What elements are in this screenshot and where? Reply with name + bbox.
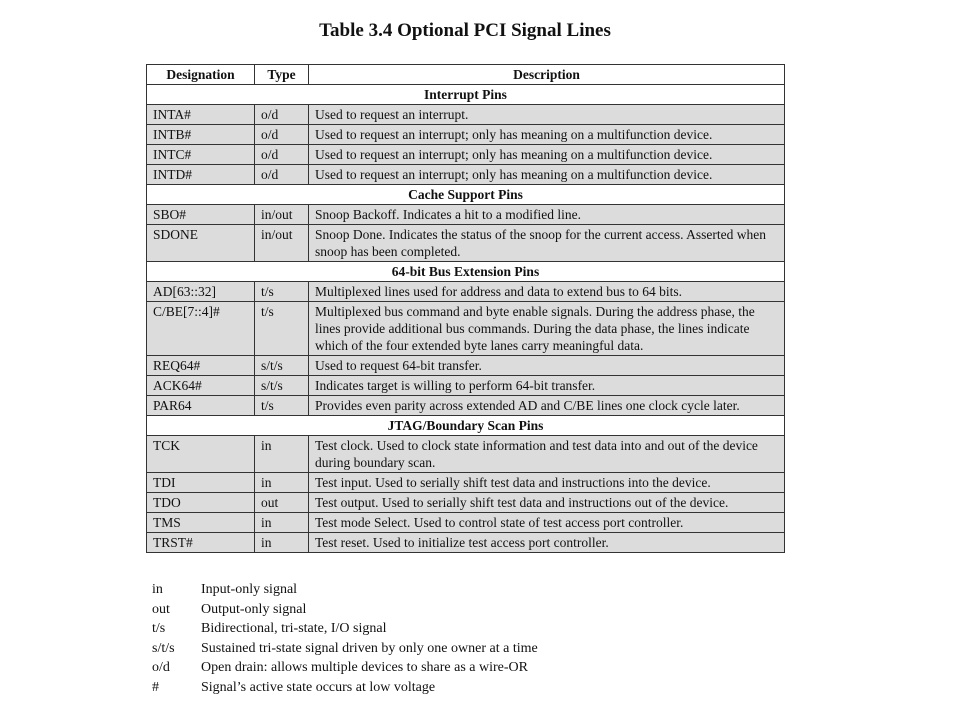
cell-type: out	[255, 493, 309, 513]
cell-description: Test output. Used to serially shift test data and instructions out of the device.	[309, 493, 785, 513]
cell-designation: SDONE	[147, 225, 255, 262]
cell-type: in	[255, 513, 309, 533]
table-row	[147, 302, 785, 356]
section-row	[147, 262, 785, 282]
cell-description: Used to request 64-bit transfer.	[309, 356, 785, 376]
table-row	[147, 125, 785, 145]
cell-type: in	[255, 473, 309, 493]
header-type: Type	[255, 65, 309, 85]
cell-designation: INTD#	[147, 165, 255, 185]
cell-designation: C/BE[7::4]#	[147, 302, 255, 356]
header-designation: Designation	[147, 65, 255, 85]
signal-table	[146, 64, 785, 553]
cell-type: o/d	[255, 165, 309, 185]
cell-designation: TMS	[147, 513, 255, 533]
table-row	[147, 533, 785, 553]
legend-item	[152, 658, 538, 678]
table-row	[147, 282, 785, 302]
cell-designation: SBO#	[147, 205, 255, 225]
cell-designation: AD[63::32]	[147, 282, 255, 302]
table-row	[147, 225, 785, 262]
cell-description: Used to request an interrupt; only has meaning on a multifunction device.	[309, 125, 785, 145]
table-row	[147, 356, 785, 376]
legend-item	[152, 580, 538, 600]
cell-type: s/t/s	[255, 376, 309, 396]
cell-type: in	[255, 436, 309, 473]
section-row	[147, 85, 785, 105]
cell-type: o/d	[255, 145, 309, 165]
cell-description: Multiplexed bus command and byte enable signals. During the address phase, the lines provide additional bus commands. During the data phase, the lines indicate which of the four extended byte lanes carry meaningful data.	[309, 302, 785, 356]
legend-code: out	[152, 601, 170, 617]
cell-designation: ACK64#	[147, 376, 255, 396]
section-row	[147, 185, 785, 205]
legend-item	[152, 639, 538, 659]
table-body	[147, 85, 785, 553]
cell-description: Provides even parity across extended AD and C/BE lines one clock cycle later.	[309, 396, 785, 416]
legend-code: in	[152, 582, 163, 597]
cell-description: Test input. Used to serially shift test data and instructions into the device.	[309, 473, 785, 493]
table-row	[147, 105, 785, 125]
legend-item	[152, 678, 538, 698]
cell-type: s/t/s	[255, 356, 309, 376]
cell-description: Indicates target is willing to perform 64-bit transfer.	[309, 376, 785, 396]
section-title: Cache Support Pins	[147, 185, 785, 205]
cell-description: Test mode Select. Used to control state of test access port controller.	[309, 513, 785, 533]
cell-type: in/out	[255, 205, 309, 225]
cell-type: t/s	[255, 396, 309, 416]
cell-designation: INTC#	[147, 145, 255, 165]
cell-description: Snoop Backoff. Indicates a hit to a modified line.	[309, 205, 785, 225]
legend-meaning: Open drain: allows multiple devices to share as a wire-OR	[201, 660, 528, 675]
cell-designation: PAR64	[147, 396, 255, 416]
table-row	[147, 165, 785, 185]
table-row	[147, 493, 785, 513]
cell-description: Snoop Done. Indicates the status of the snoop for the current access. Asserted when snoop has been completed.	[309, 225, 785, 262]
cell-description: Test clock. Used to clock state information and test data into and out of the device during boundary scan.	[309, 436, 785, 473]
cell-designation: TCK	[147, 436, 255, 473]
legend-code: s/t/s	[152, 640, 175, 656]
cell-designation: TDO	[147, 493, 255, 513]
cell-type: o/d	[255, 125, 309, 145]
cell-description: Test reset. Used to initialize test access port controller.	[309, 533, 785, 553]
cell-description: Used to request an interrupt.	[309, 105, 785, 125]
table-row	[147, 473, 785, 493]
header-description: Description	[309, 65, 785, 85]
cell-designation: REQ64#	[147, 356, 255, 376]
cell-description: Used to request an interrupt; only has meaning on a multifunction device.	[309, 145, 785, 165]
cell-designation: INTB#	[147, 125, 255, 145]
legend-code: #	[152, 679, 159, 695]
type-legend	[152, 580, 538, 697]
cell-designation: TDI	[147, 473, 255, 493]
table-row	[147, 436, 785, 473]
section-title: Interrupt Pins	[147, 85, 785, 105]
cell-designation: TRST#	[147, 533, 255, 553]
table-row	[147, 145, 785, 165]
header-row	[147, 65, 785, 85]
legend-meaning: Signal’s active state occurs at low voltage	[201, 679, 436, 695]
cell-type: t/s	[255, 282, 309, 302]
table-row	[147, 376, 785, 396]
cell-designation: INTA#	[147, 105, 255, 125]
table-row	[147, 396, 785, 416]
table-row	[147, 513, 785, 533]
cell-type: o/d	[255, 105, 309, 125]
legend-meaning: Output-only signal	[201, 601, 307, 617]
legend-code: t/s	[152, 621, 166, 636]
cell-type: t/s	[255, 302, 309, 356]
table-row	[147, 205, 785, 225]
legend-item	[152, 600, 538, 620]
legend-meaning: Bidirectional, tri-state, I/O signal	[201, 621, 387, 636]
section-row	[147, 416, 785, 436]
section-title: JTAG/Boundary Scan Pins	[147, 416, 785, 436]
cell-description: Used to request an interrupt; only has meaning on a multifunction device.	[309, 165, 785, 185]
section-title: 64-bit Bus Extension Pins	[147, 262, 785, 282]
cell-type: in	[255, 533, 309, 553]
legend-item	[152, 619, 538, 639]
legend-meaning: Sustained tri-state signal driven by only one owner at a time	[201, 640, 538, 656]
table-title: Table 3.4 Optional PCI Signal Lines	[319, 20, 611, 41]
legend-code: o/d	[152, 660, 170, 675]
cell-description: Multiplexed lines used for address and data to extend bus to 64 bits.	[309, 282, 785, 302]
cell-type: in/out	[255, 225, 309, 262]
legend-meaning: Input-only signal	[201, 582, 298, 597]
